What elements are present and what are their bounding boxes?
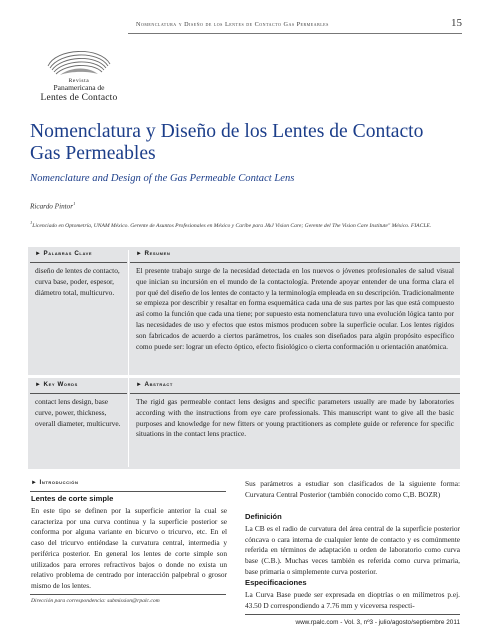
key-words-label-text: Key Words xyxy=(43,381,78,388)
triangle-icon: ► xyxy=(136,251,143,257)
article-title: Nomenclatura y Diseño de los Lentes de Contacto Gas Permeables xyxy=(30,121,424,164)
abstract-text: The rigid gas permeable contact lens designs and specific parameters usually are made by laboratories according with the instructions from eye care professionals. This manuscript want to give all the basic purposes and knowledge for new fitters or young practitioners as complete guide or reference for specific situations in the contact lens practice. xyxy=(136,397,454,439)
affiliation-text: Licenciado en Optometría, UNAM México. Gerente de Asuntos Profesionales en México y Caribe para J&J Vision Care; Gerente del The Vision Care Institute" México. FIACLE. xyxy=(32,222,432,229)
palabras-clave-label xyxy=(35,250,92,257)
box-vertical-divider xyxy=(128,250,129,467)
triangle-icon: ► xyxy=(35,251,42,257)
palabras-clave-rule xyxy=(30,262,127,263)
footnote-rule xyxy=(30,594,226,595)
introduccion-label-text: Introducción xyxy=(39,479,79,486)
article-subtitle: Nomenclature and Design of the Gas Permeable Contact Lens xyxy=(30,173,295,184)
resumen-label-text: Resumen xyxy=(144,250,171,257)
header-rule xyxy=(128,33,462,34)
definicion-paragraph: La CB es el radio de curvatura del área central de la superficie posterior cóncava o cara interna de cualquier lente de contacto y es comúnmente referida en términos de adaptación u orden de laboratorio como curva base (C.B.). Muchas veces también es referida como curva primaria, base primaria o simplemente curva posterior. xyxy=(245,524,460,576)
palabras-clave-label-text: Palabras Clave xyxy=(43,250,93,257)
logo-line-1: Revista xyxy=(68,78,90,84)
abstract-label xyxy=(136,381,173,388)
introduccion-text: En este tipo se definen por la superficie anterior la cual se caracteriza por una curva continua y la superficie posterior se conforma por alguna variante en bicurvo o tricurvo, etc. En el caso del tricurvo entiéndase la curvatura central, intermedia y periférica posterior. En general los lentes de corte simple son utilizados para errores refractivos bajos o donde no exista un relativo problema de centrado por interacción palpebral o grosor mismo de los lentes. xyxy=(31,506,227,590)
triangle-icon: ► xyxy=(136,382,143,388)
affiliation-mark: 1 xyxy=(30,220,33,225)
key-words-label xyxy=(35,381,78,388)
author-footnote-mark: 1 xyxy=(73,201,76,206)
author xyxy=(30,201,75,210)
page-footer: www.rpalc.com - Vol. 3, nº3 - julio/agosto/septiembre 2011 xyxy=(295,619,460,626)
logo-line-3: Lentes de Contacto xyxy=(40,92,118,103)
correspondence-footnote: Dirección para correspondencia: submission@rpalc.com xyxy=(31,598,160,604)
especificaciones-heading: Especificaciones xyxy=(245,578,307,587)
key-words-text: contact lens design, base curve, power, thickness, overall diameter, multicurve. xyxy=(35,397,121,428)
introduccion-rule xyxy=(30,491,226,492)
page-number: 15 xyxy=(451,17,462,29)
triangle-icon: ► xyxy=(31,480,38,486)
lentes-corte-simple-heading: Lentes de corte simple xyxy=(31,494,114,503)
journal-name xyxy=(31,78,127,104)
resumen-rule xyxy=(130,262,460,263)
abstract-rule xyxy=(130,393,460,394)
introduccion-label xyxy=(31,479,78,486)
footer-rule xyxy=(245,614,460,615)
running-title: Nomenclatura y Diseño de los Lentes de Contacto Gas Permeables xyxy=(136,21,329,28)
definicion-heading: Definición xyxy=(245,512,282,521)
box-horizontal-divider xyxy=(28,375,460,378)
key-words-rule xyxy=(30,393,127,394)
affiliation xyxy=(30,218,460,231)
resumen-text: El presente trabajo surge de la necesidad detectada en los nuevos o jóvenes profesionales de salud visual que inician su incursión en el mundo de la contactología. Pretende apoyar entender de una forma clara el por qué del diseño de los lentes de contacto y la terminología empleada en su descripción. Tradicionalmente se empieza por describir y resaltar en forma esquemática cada una de sus partes por las que está compuesto así como la función que cada una tiene; por supuesto esta nomenclatura tuvo una evolución lógica tanto por las necesidades de uso y efectos que estos mismos producen sobre la superficie ocular. Los lentes rígidos son fabricados de acuerdo a ciertos parámetros, los cuales son diseñados para algún propósito específico como puede ser: lograr un efecto óptico, efecto fisiológico o cierta conformación u orientación anatómica. xyxy=(136,266,454,351)
triangle-icon: ► xyxy=(35,382,42,388)
abstract-label-text: Abstract xyxy=(144,381,173,388)
palabras-clave-text: diseño de lentes de contacto, curva base, poder, espesor, diámetro total, multicurvo. xyxy=(35,266,120,297)
parametros-paragraph: Sus parámetros a estudiar son clasificados de la siguiente forma: Curvatura Central Posterior (también conocido como C,B. BOZR) xyxy=(245,479,460,499)
resumen-label xyxy=(136,250,170,257)
especificaciones-paragraph: La Curva Base puede ser expresada en dioptrías o en milímetros p.ej. 43.50 D correspondiendo a 7.76 mm y viceversa respecti- xyxy=(245,590,460,610)
logo-line-2: Panamericana de xyxy=(53,83,105,93)
author-name: Ricardo Pintor xyxy=(30,202,74,211)
